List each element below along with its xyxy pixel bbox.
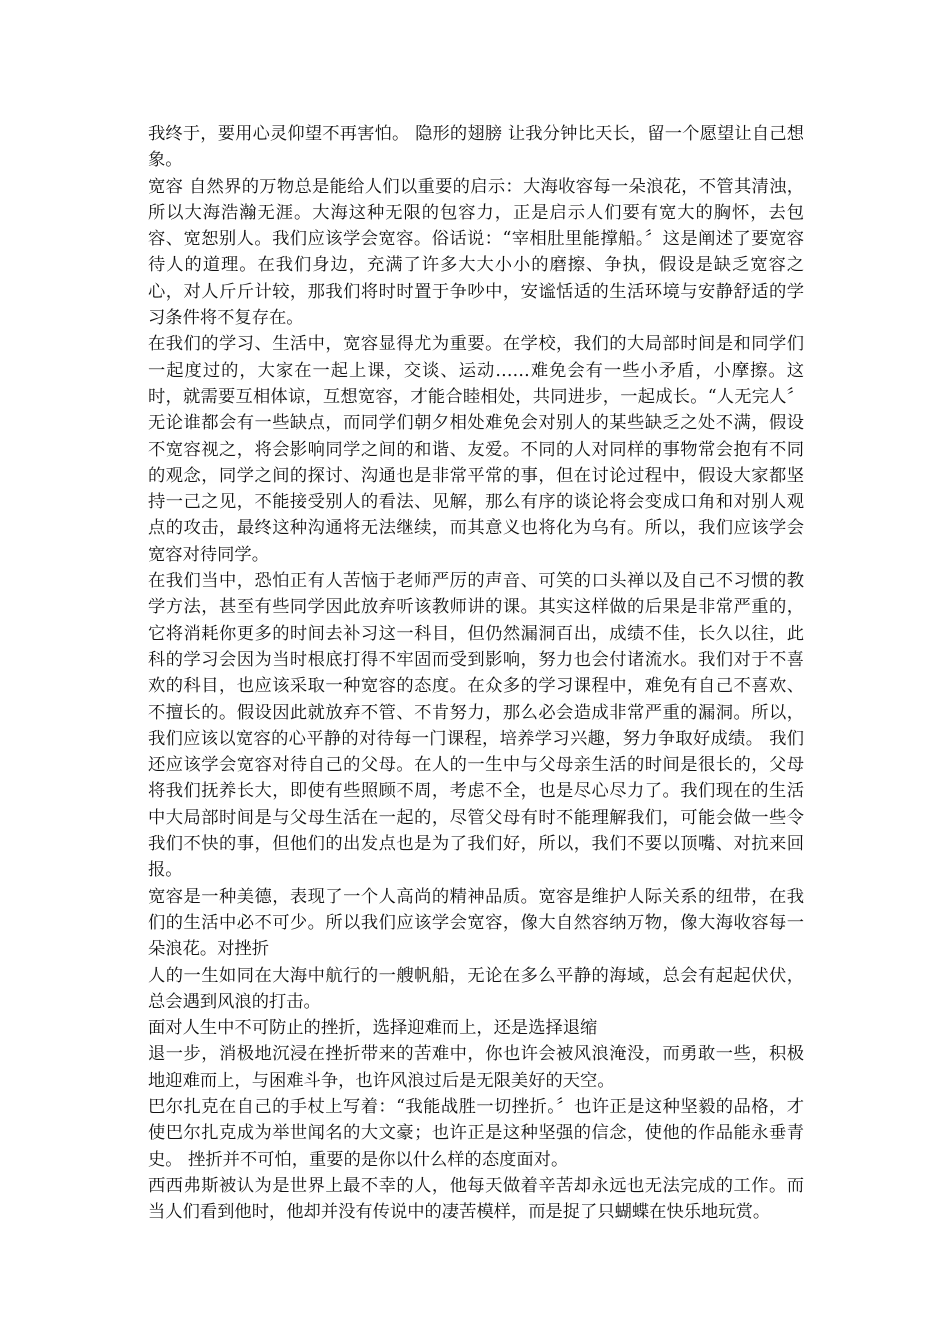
document-body [148, 121, 804, 1225]
paragraph-step-back: 退一步，消极地沉浸在挫折带来的苦难中，你也许会被风浪淹没，而勇敢一些，积极地迎难而上，与困难斗争，也许风浪过后是无限美好的天空。 [148, 1044, 804, 1091]
paragraph-tolerance-classmates: 在我们的学习、生活中，宽容显得尤为重要。在学校，我们的大局部时间是和同学们一起度过的，大家在一起上课，交谈、运动……难免会有一些小矛盾，小摩擦。这时，就需要互相体谅，互想宽容，才能合睦相处，共同进步，一起成长。“人无完人〞无论谁都会有一些缺点，而同学们朝夕相处难免会对别人的某些缺乏之处不满，假设不宽容视之，将会影响同学之间的和谐、友爱。不同的人对同样的事物常会抱有不同的观念，同学之间的探讨、沟通也是非常平常的事，但在讨论过程中，假设大家都坚持一己之见，不能接受别人的看法、见解，那么有序的谈论将会变成口角和对别人观点的攻击，最终这种沟通将无法继续，而其意义也将化为乌有。所以，我们应该学会宽容对待同学。 [148, 334, 804, 565]
paragraph-sisyphus: 西西弗斯被认为是世界上最不幸的人，他每天做着辛苦却永远也无法完成的工作。而当人们看到他时，他却并没有传说中的凄苦模样，而是捉了只蝴蝶在快乐地玩赏。 [148, 1175, 804, 1223]
paragraph-facing-setbacks: 面对人生中不可防止的挫折，选择迎难而上，还是选择退缩 [148, 1018, 598, 1039]
paragraph-tolerance-teachers-parents: 在我们当中，恐怕正有人苦恼于老师严厉的声音、可笑的口头禅以及自己不习惯的教学方法，甚至有些同学因此放弃听该教师讲的课。其实这样做的后果是非常严重的，它将消耗你更多的时间去补习这一科目，但仍然漏洞百出，成绩不佳，长久以往，此科的学习会因为当时根底打得不牢固而受到影响，努力也会付诸流水。我们对于不喜欢的科目，也应该采取一种宽容的态度。在众多的学习课程中，难免有自己不喜欢、不擅长的。假设因此就放弃不管、不肯努力，那么必会造成非常严重的漏洞。所以，我们应该以宽容的心平静的对待每一门课程，培养学习兴趣，努力争取好成绩。 我们还应该学会宽容对待自己的父母。在人的一生中与父母亲生活的时间是很长的，父母将我们抚养长大，即使有些照顾不周，考虑不全，也是尽心尽力了。我们现在的生活中大局部时间是与父母生活在一起的，尽管父母有时不能理解我们，可能会做一些令我们不快的事，但他们的出发点也是为了我们好，所以，我们不要以顶嘴、对抗来回报。 [148, 571, 804, 881]
paragraph-tolerance-virtue: 宽容是一种美德，表现了一个人高尚的精神品质。宽容是维护人际关系的纽带，在我们的生活中必不可少。所以我们应该学会宽容，像大自然容纳万物，像大海收容每一朵浪花。对挫折 [148, 886, 804, 960]
paragraph-life-sailing: 人的一生如同在大海中航行的一艘帆船，无论在多么平静的海域，总会有起起伏伏，总会遇到风浪的打击。 [148, 965, 804, 1012]
paragraph-wish: 我终于，要用心灵仰望不再害怕。 隐形的翅膀 让我分钟比天长，留一个愿望让自己想象。 [148, 124, 804, 171]
paragraph-tolerance-intro: 宽容 自然界的万物总是能给人们以重要的启示：大海收容每一朵浪花，不管其清浊，所以大海浩瀚无涯。大海这种无限的包容力，正是启示人们要有宽大的胸怀，去包容、宽恕别人。我们应该学会宽容。俗话说：“宰相肚里能撑船。〞这是阐述了要宽容待人的道理。在我们身边，充满了许多大大小小的磨擦、争执，假设是缺乏宽容之心，对人斤斤计较，那我们将时时置于争吵中，安谧恬适的生活环境与安静舒适的学习条件将不复存在。 [148, 176, 804, 329]
paragraph-balzac: 巴尔扎克在自己的手杖上写着：“我能战胜一切挫折。〞也许正是这种坚毅的品格，才使巴尔扎克成为举世闻名的大文豪；也许正是这种坚强的信念，使他的作品能永垂青史。 挫折并不可怕，重要的是你以什么样的态度面对。 [148, 1096, 804, 1170]
